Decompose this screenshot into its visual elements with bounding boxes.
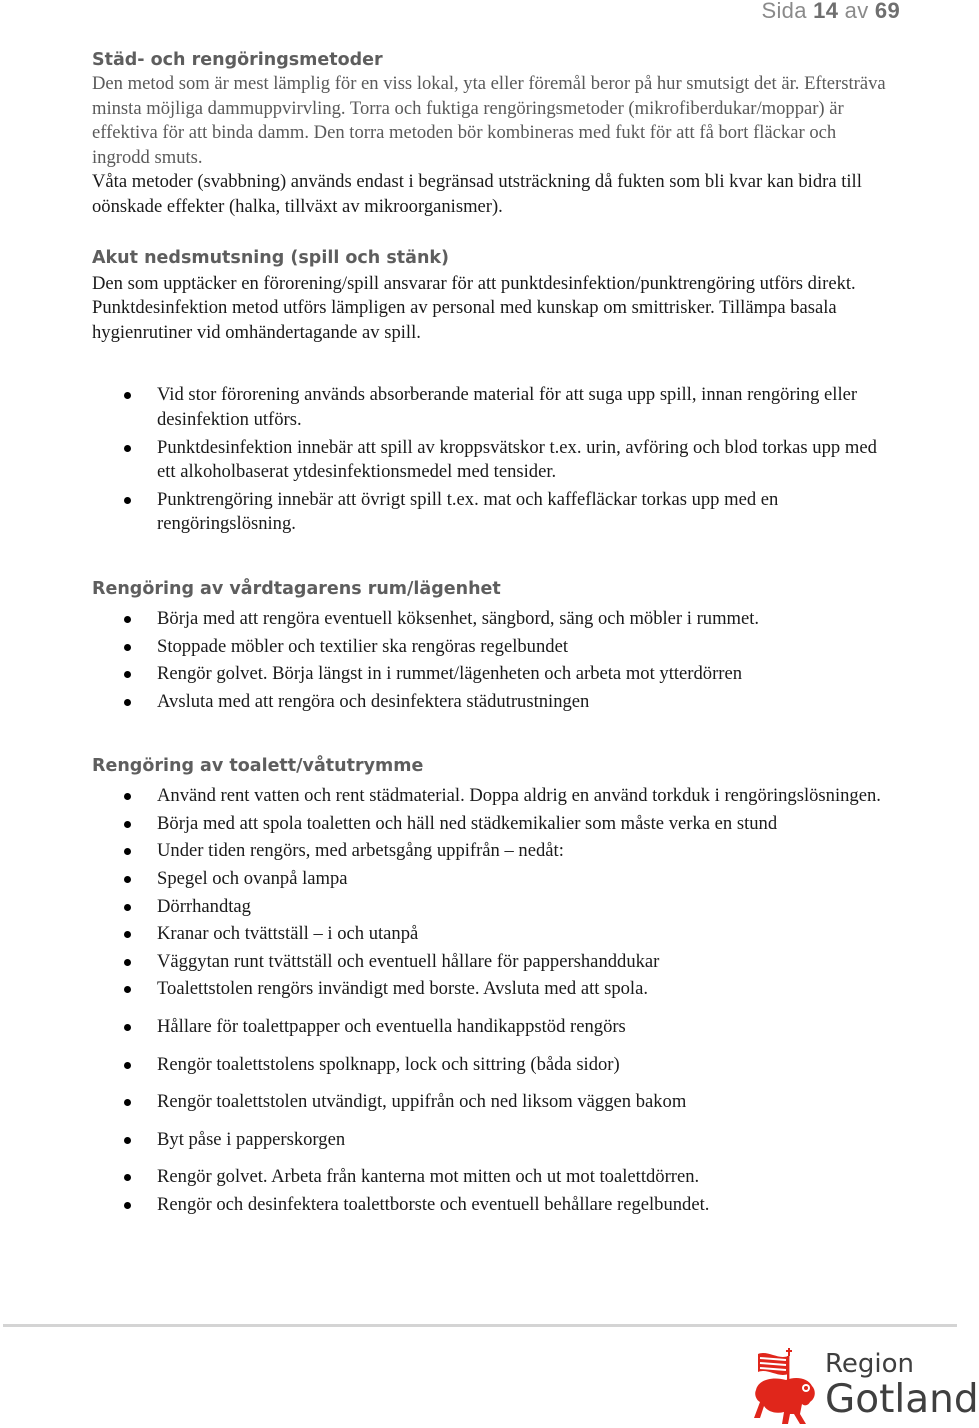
bullet-icon — [124, 644, 131, 651]
list-item — [92, 812, 892, 837]
list-item — [92, 895, 892, 920]
list-item-text: Väggytan runt tvättställ och eventuell hållare för pappershanddukar — [157, 950, 660, 972]
page-prefix: Sida — [761, 0, 807, 23]
list-item-text: Rengör golvet. Arbeta från kanterna mot mitten och ut mot toalettdörren. — [157, 1166, 700, 1188]
list-item-text: Använd rent vatten och rent städmaterial. Doppa aldrig en använd torkduk i rengöringslösningen. — [157, 785, 881, 807]
list-item — [92, 1090, 892, 1115]
bullet-icon — [124, 616, 131, 623]
section-akut — [92, 246, 892, 537]
bullet-icon — [124, 671, 131, 678]
bullet-icon — [124, 1174, 131, 1181]
bullet-icon — [124, 445, 131, 452]
bullet-icon — [124, 876, 131, 883]
section-toalett — [92, 754, 892, 1217]
list-item-text: Spegel och ovanpå lampa — [157, 868, 348, 890]
list-item-text: Stoppade möbler och textilier ska rengöras regelbundet — [157, 635, 568, 657]
list-item-text: Rengör golvet. Börja längst in i rummet/lägenheten och arbeta mot ytterdörren — [157, 663, 743, 685]
paragraph: Våta metoder (svabbning) används endast i begränsad utsträckning då fukten som bli kvar kan bidra till oönskade effekter (halka, tillväxt av mikroorganismer). — [92, 171, 862, 217]
list-item — [92, 1015, 892, 1040]
list-item — [92, 1193, 892, 1218]
bullet-icon — [124, 986, 131, 993]
list-item — [92, 950, 892, 975]
paragraph: Den som upptäcker en förorening/spill ansvarar för att punktdesinfektion/punktrengöring utförs direkt. Punktdesinfektion metod utförs lämpligen av personal med kunskap om smittrisker. Tillämpa basala hygienrutiner vid omhändertagande av spill. — [92, 272, 856, 343]
list-item-text: Vid stor förorening används absorberande material för att suga upp spill, innan rengöring eller desinfektion utförs. — [157, 384, 858, 430]
page-total: 69 — [874, 0, 900, 23]
list-item-text: Börja med att rengöra eventuell köksenhet, sängbord, säng och möbler i rummet. — [157, 607, 760, 629]
page-current: 14 — [813, 0, 839, 23]
bullet-icon — [124, 1202, 131, 1209]
section-heading: Rengöring av toalett/våtutrymme — [92, 756, 424, 777]
section-metoder — [92, 48, 892, 220]
footer-divider — [3, 1324, 957, 1327]
list-item — [92, 383, 892, 432]
list-item — [92, 922, 892, 947]
section-heading: Akut nedsmutsning (spill och stänk) — [92, 247, 450, 268]
logo-wordmark — [825, 1348, 979, 1422]
list-item — [92, 1053, 892, 1078]
list-item-text: Rengör och desinfektera toalettborste och eventuell behållare regelbundet. — [157, 1194, 710, 1215]
section-heading: Rengöring av vårdtagarens rum/lägenhet — [92, 578, 501, 599]
bullet-icon — [124, 959, 131, 966]
bullet-icon — [124, 931, 131, 938]
list-item — [92, 635, 892, 660]
bullet-icon — [124, 1062, 131, 1069]
list-item-text: Avsluta med att rengöra och desinfektera städutrustningen — [157, 690, 590, 712]
list-item-text: Punktdesinfektion innebär att spill av kroppsvätskor t.ex. urin, avföring och blod torkas upp med ett alkoholbaserat ytdesinfektionsmedel med tensider. — [157, 436, 877, 483]
list-item — [92, 662, 892, 687]
bullet-icon — [124, 699, 131, 706]
bullet-icon — [124, 392, 131, 399]
list-item — [92, 690, 892, 715]
bullet-list — [92, 383, 892, 537]
list-item — [92, 867, 892, 892]
list-item-text: Kranar och tvättställ – i och utanpå — [157, 923, 419, 945]
section-heading: Städ- och rengöringsmetoder — [92, 50, 383, 70]
logo-text-line2: Gotland — [825, 1377, 979, 1422]
bullet-icon — [124, 1099, 131, 1106]
list-item — [92, 607, 892, 632]
list-item — [92, 1128, 892, 1153]
page-number — [762, 0, 901, 24]
bullet-icon — [124, 1024, 131, 1031]
bullet-icon — [124, 848, 131, 855]
list-item-text: Rengör toalettstolen utvändigt, uppifrån och ned liksom väggen bakom — [157, 1091, 687, 1113]
list-item-text: Toalettstolen rengörs invändigt med borste. Avsluta med att spola. — [157, 978, 648, 1000]
page-separator: av — [844, 0, 869, 23]
list-item-text: Börja med att spola toaletten och häll ned städkemikalier som måste verka en stund — [157, 812, 778, 834]
list-item — [92, 839, 892, 864]
bullet-icon — [124, 497, 131, 504]
logo-text-line1: Region — [825, 1349, 915, 1379]
bullet-icon — [124, 1137, 131, 1144]
section-rum — [92, 577, 892, 714]
ram-emblem-icon — [750, 1344, 822, 1428]
list-item — [92, 1165, 892, 1190]
list-item — [92, 436, 892, 485]
list-item — [92, 488, 892, 537]
document-body — [92, 48, 892, 1221]
bullet-list — [92, 784, 892, 1217]
paragraph: Den metod som är mest lämplig för en viss lokal, yta eller föremål beror på hur smutsigt det är. Eftersträva minsta möjliga dammuppvirvling. Torra och fuktiga rengöringsmetoder (mikrofiberdukar/moppar) är effektiva för att binda damm. Den torra metoden bör kombineras med fukt för att få bort fläckar och ingrodd smuts. — [92, 73, 886, 168]
bullet-list — [92, 607, 892, 714]
list-item-text: Rengör toalettstolens spolknapp, lock och sittring (båda sidor) — [157, 1053, 620, 1075]
list-item-text: Dörrhandtag — [157, 895, 251, 917]
list-item — [92, 784, 892, 809]
list-item-text: Byt påse i papperskorgen — [157, 1128, 346, 1150]
bullet-icon — [124, 793, 131, 800]
list-item-text: Under tiden rengörs, med arbetsgång uppifrån – nedåt: — [157, 840, 564, 862]
list-item-text: Punktrengöring innebär att övrigt spill t.ex. mat och kaffefläckar torkas upp med en rengöringslösning. — [157, 488, 779, 535]
list-item — [92, 977, 892, 1002]
bullet-icon — [124, 904, 131, 911]
region-gotland-logo — [750, 1344, 979, 1428]
list-item-text: Hållare för toalettpapper och eventuella handikappstöd rengörs — [157, 1016, 626, 1038]
bullet-icon — [124, 821, 131, 828]
